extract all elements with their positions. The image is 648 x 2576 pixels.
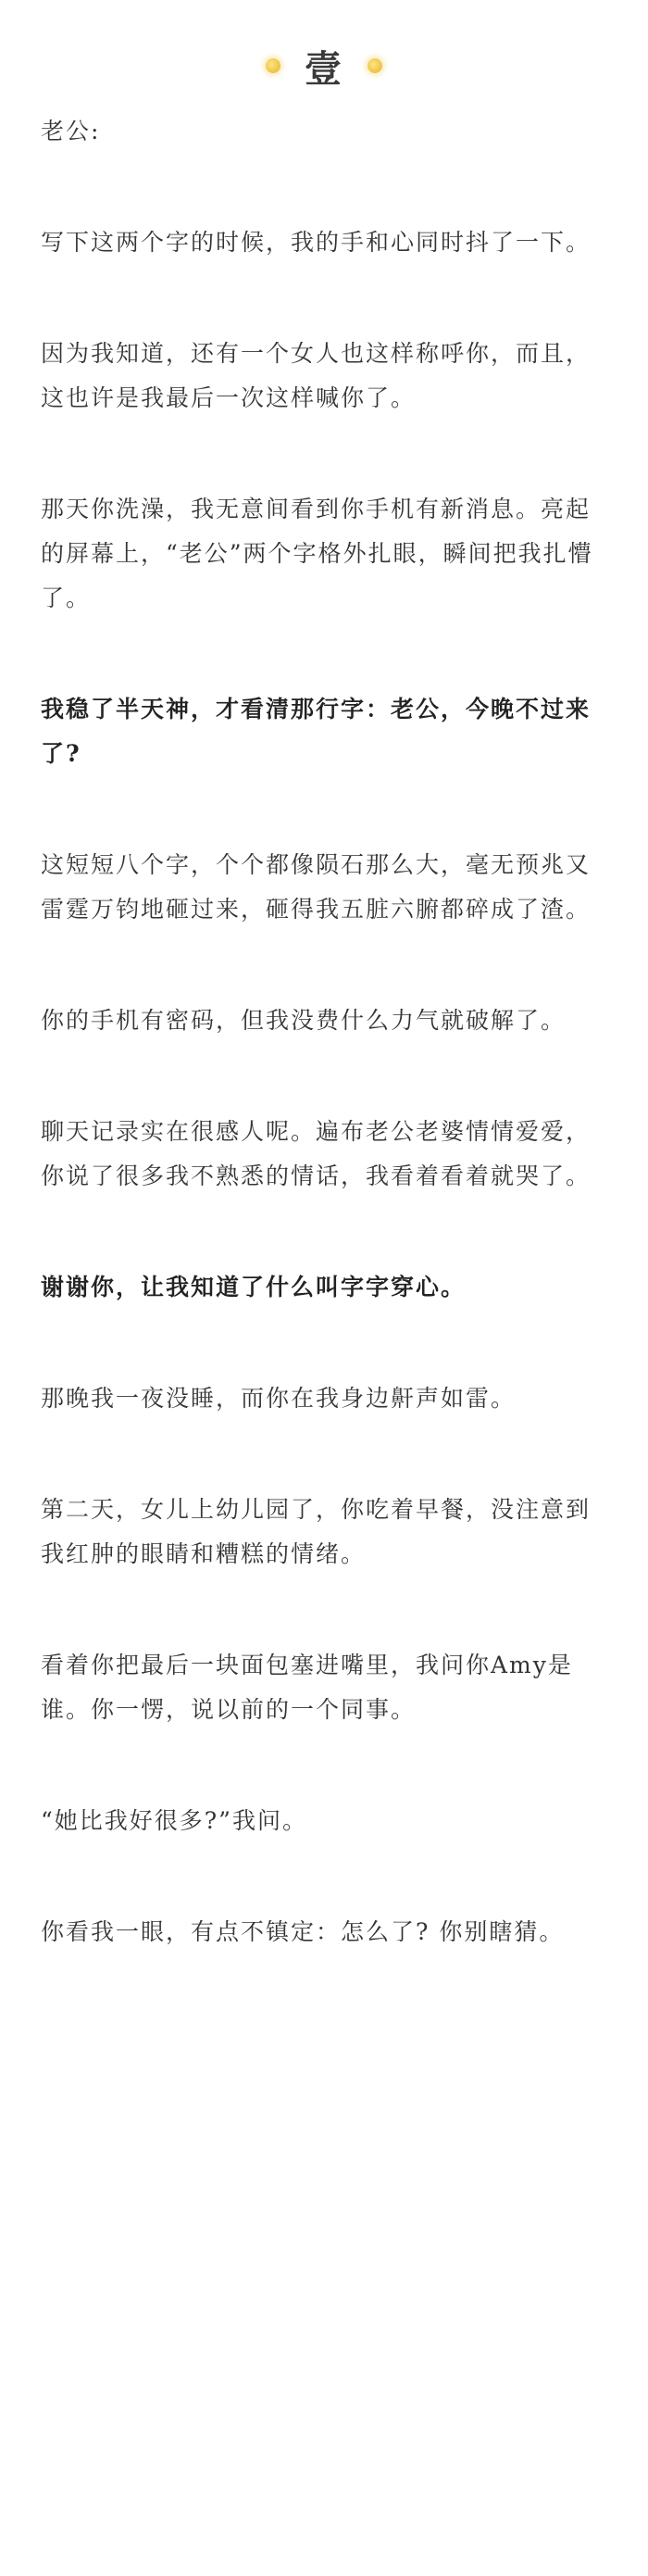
paragraph-salutation: 老公: [41,118,101,145]
paragraph: 那天你洗澡，我无意间看到你手机有新消息。亮起的屏幕上，“老公”两个字格外扎眼，瞬间把我扎懵了。 [41,496,593,611]
article-body [41,109,607,1954]
paragraph: 你看我一眼，有点不镇定：怎么了? 你别瞎猜。 [41,1918,565,1945]
paragraph: 第二天，女儿上幼儿园了，你吃着早餐，没注意到我红肿的眼睛和糟糕的情绪。 [41,1496,592,1567]
paragraph: 因为我知道，还有一个女人也这样称呼你，而且，这也许是我最后一次这样喊你了。 [41,340,592,411]
paragraph: 你的手机有密码，但我没费什么力气就破解了。 [41,1007,567,1034]
paragraph-quote: “她比我好很多?”我问。 [41,1807,307,1834]
right-dot-icon [368,58,382,73]
paragraph: 这短短八个字，个个都像陨石那么大，毫无预兆又雷霆万钧地砸过来，砸得我五脏六腑都碎成了渣。 [41,851,592,923]
paragraph: 写下这两个字的时候，我的手和心同时抖了一下。 [41,229,592,256]
section-title: 壹 [305,46,343,91]
section-heading [41,43,607,89]
paragraph: 看着你把最后一块面包塞进嘴里，我问你Amy是谁。你一愣，说以前的一个同事。 [41,1652,573,1723]
paragraph: 聊天记录实在很感人呢。遍布老公老婆情情爱爱，你说了很多我不熟悉的情话，我看着看着就哭了。 [41,1118,592,1189]
paragraph: 那晚我一夜没睡，而你在我身边鼾声如雷。 [41,1385,517,1412]
paragraph-emphasis: 谢谢你，让我知道了什么叫字字穿心。 [41,1274,467,1301]
left-dot-icon [266,58,280,73]
paragraph-emphasis: 我稳了半天神，才看清那行字：老公，今晚不过来了? [41,696,592,767]
